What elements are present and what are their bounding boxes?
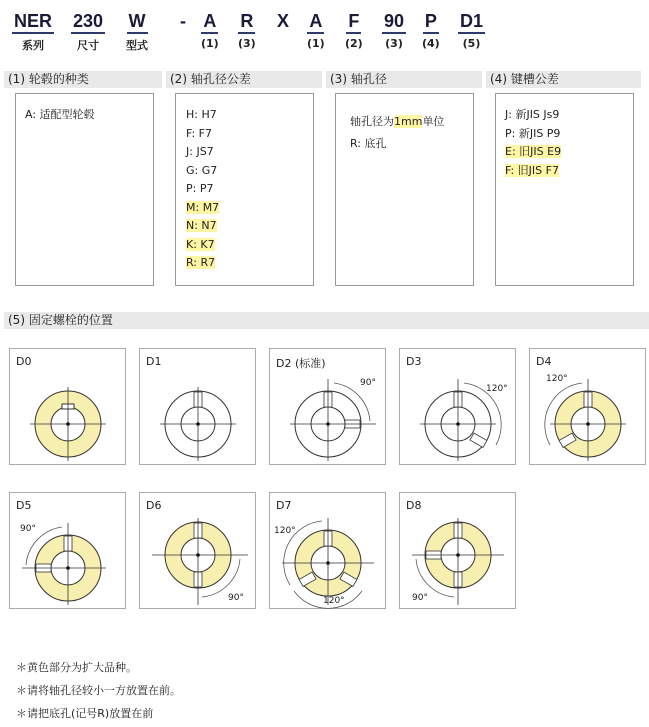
keyway-option-extended: F: 旧JIS F7	[505, 163, 559, 177]
diagram-d0	[9, 348, 126, 465]
code-hub-type-1: A (1)	[201, 11, 219, 50]
tolerance-option-extended: M: M7	[186, 200, 220, 214]
diagram-label: D3	[406, 355, 422, 368]
code-dash: -	[180, 11, 186, 31]
bore-text: 轴孔径为	[350, 115, 394, 128]
diagram-label: D5	[16, 499, 32, 512]
hub-drawing	[530, 349, 647, 466]
keyway-box	[495, 93, 634, 286]
bore-tolerance-box	[175, 93, 314, 286]
angle-label: 90°	[20, 524, 36, 534]
section-keyway-title: (4) 键槽公差	[486, 71, 641, 88]
tolerance-option-extended: K: K7	[186, 237, 215, 251]
keyway-option-extended: E: 旧JIS E9	[505, 145, 562, 158]
angle-label: 90°	[360, 378, 376, 388]
angle-label: 90°	[228, 593, 244, 603]
keyway-option: J: 新JIS Js9	[505, 108, 560, 121]
bore-text-suffix: 单位	[422, 115, 445, 128]
diagram-d2	[269, 348, 386, 465]
tolerance-option: J: JS7	[186, 145, 214, 158]
bore-option-pilot: R: 底孔	[350, 137, 387, 150]
hub-drawing	[140, 349, 257, 466]
diagram-d6	[139, 492, 256, 609]
diagram-label: D7	[276, 499, 292, 512]
tolerance-option: F: F7	[186, 126, 213, 140]
section-screw-position-title: (5) 固定螺栓的位置	[4, 312, 649, 329]
bore-box	[335, 93, 474, 286]
hub-drawing	[10, 349, 127, 466]
diagram-label: D8	[406, 499, 422, 512]
note-line: ＊请将轴孔径较小一方放置在前。	[16, 684, 181, 697]
tolerance-option: G: G7	[186, 163, 218, 177]
diagram-d1	[139, 348, 256, 465]
hub-drawing	[400, 349, 517, 466]
tolerance-option-extended: N: N7	[186, 219, 217, 232]
diagram-d4	[529, 348, 646, 465]
code-bore-tolerance: F (2)	[345, 11, 363, 50]
code-bore-2: 90 (3)	[384, 11, 405, 50]
section-hub-type-title: (1) 轮毂的种类	[4, 71, 162, 88]
diagram-d5	[9, 492, 126, 609]
hub-drawing	[270, 493, 387, 610]
bore-unit-highlight: 1mm	[394, 115, 423, 128]
diagram-label: D2 (标准)	[276, 357, 326, 370]
hub-drawing	[270, 349, 387, 466]
diagram-label: D6	[146, 499, 162, 512]
diagram-d7	[269, 492, 386, 609]
hub-type-box	[15, 93, 154, 286]
notes	[16, 656, 181, 725]
code-hub-type-2: A (1)	[307, 11, 325, 50]
diagram-d3	[399, 348, 516, 465]
code-keyway: P (4)	[422, 11, 440, 50]
code-size: 230 尺寸	[73, 11, 104, 52]
code-x: X	[277, 11, 290, 31]
tolerance-option: P: P7	[186, 182, 214, 195]
code-series: NER 系列	[14, 11, 53, 52]
tolerance-option-extended: R: R7	[186, 256, 216, 269]
section-bore-tolerance-title: (2) 轴孔径公差	[166, 71, 322, 88]
diagram-label: D0	[16, 355, 32, 368]
diagram-d8	[399, 492, 516, 609]
angle-label: 120°	[274, 526, 296, 536]
model-code-row	[8, 10, 648, 52]
keyway-option: P: 新JIS P9	[505, 126, 561, 140]
code-screw: D1 (5)	[460, 11, 484, 50]
angle-label: 120°	[486, 384, 508, 394]
angle-label: 90°	[412, 593, 428, 603]
tolerance-option: H: H7	[186, 108, 217, 121]
hub-drawing	[10, 493, 127, 610]
note-line: ＊黄色部分为扩大品种。	[16, 661, 137, 674]
code-bore-1: R (3)	[238, 11, 256, 50]
diagram-label: D1	[146, 355, 162, 368]
diagram-label: D4	[536, 355, 552, 368]
section-bore-title: (3) 轴孔径	[326, 71, 482, 88]
angle-label: 120°	[323, 596, 345, 606]
hub-type-option: A: 适配型轮毂	[25, 108, 95, 121]
code-type: W 型式	[126, 11, 148, 52]
note-line: ＊请把底孔(记号R)放置在前	[16, 707, 154, 720]
angle-label: 120°	[546, 374, 568, 384]
